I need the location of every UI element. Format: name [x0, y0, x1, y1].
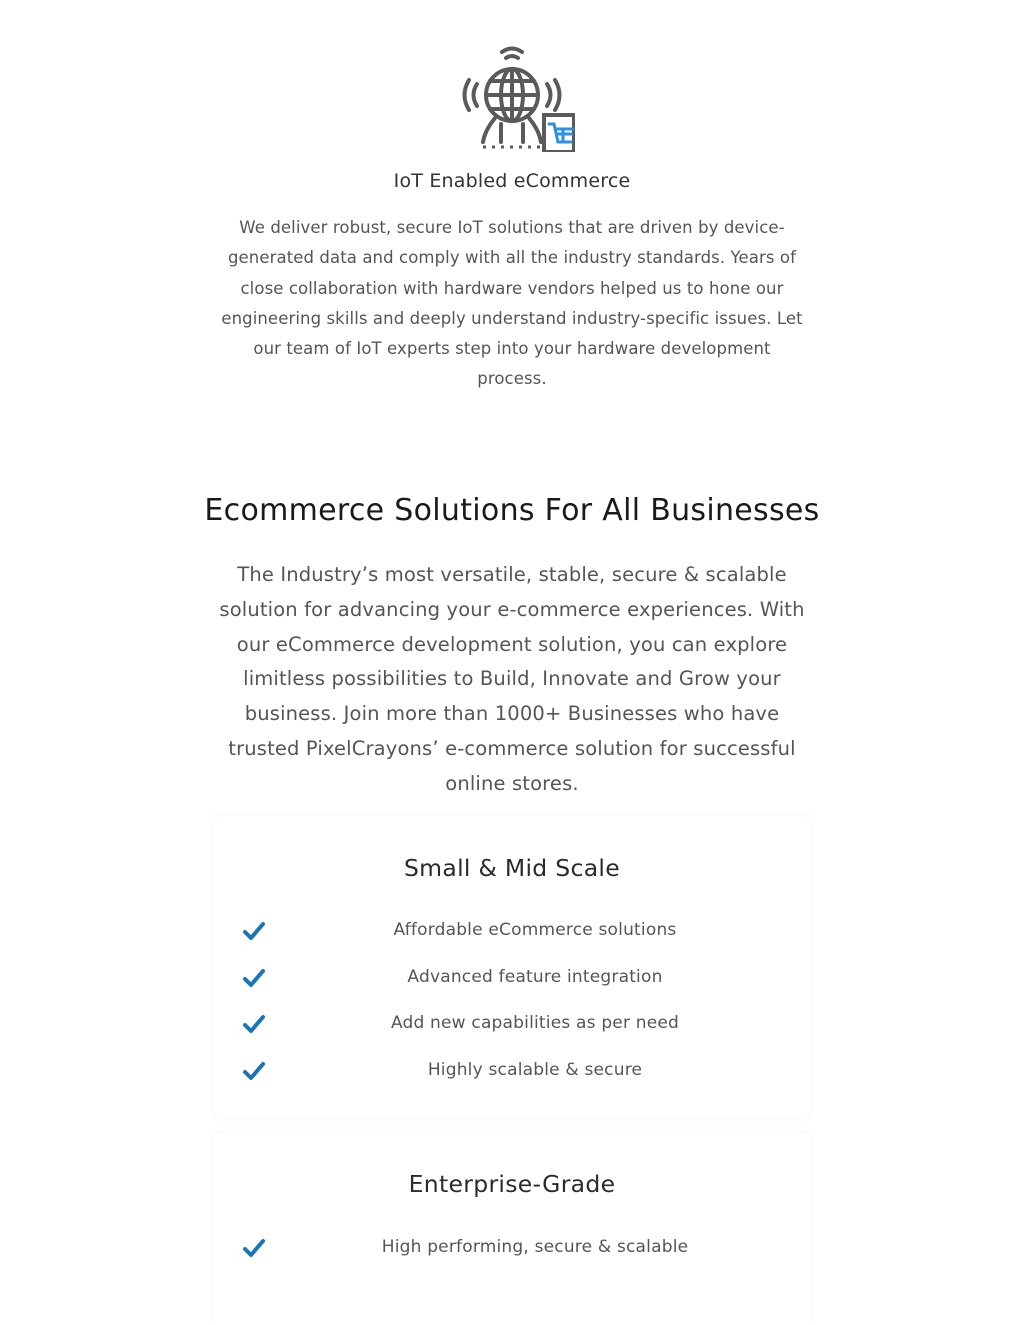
- iot-title: IoT Enabled eCommerce: [393, 170, 631, 192]
- feature-text: Highly scalable & secure: [427, 1060, 643, 1080]
- feature-item: [214, 1057, 810, 1087]
- feature-item: [214, 1010, 810, 1040]
- card-title: Enterprise-Grade: [408, 1170, 616, 1198]
- iot-globe-cart-icon: [455, 42, 575, 152]
- plan-card-small-mid-scale: [214, 816, 810, 1116]
- plan-card-enterprise-grade: [214, 1133, 810, 1325]
- feature-item: [214, 917, 810, 947]
- feature-item: [214, 1234, 810, 1264]
- feature-text: Advanced feature integration: [407, 967, 663, 987]
- solutions-description: The Industry’s most versatile, stable, secure & scalable solution for advancing your e-commerce experiences. With our eCommerce development solution, you can explore limitless possibilities to Build, Innovate and Grow your business. Join more than 1000+ Businesses who have trusted PixelCrayons’ e-commerce solution for successful online stores.: [219, 563, 805, 795]
- card-title: Small & Mid Scale: [403, 854, 621, 882]
- feature-text: Affordable eCommerce solutions: [393, 920, 677, 940]
- iot-description: We deliver robust, secure IoT solutions that are driven by device-generated data and comply with all the industry standards. Years of close collaboration with hardware vendors helped us to hone our engineering skills and deeply understand industry-specific issues. Let our team of IoT experts step into your hardware development process.: [221, 218, 803, 389]
- feature-item: [214, 964, 810, 994]
- solutions-heading: Ecommerce Solutions For All Businesses: [204, 493, 820, 528]
- feature-text: Add new capabilities as per need: [390, 1013, 680, 1033]
- feature-text: High performing, secure & scalable: [381, 1237, 689, 1257]
